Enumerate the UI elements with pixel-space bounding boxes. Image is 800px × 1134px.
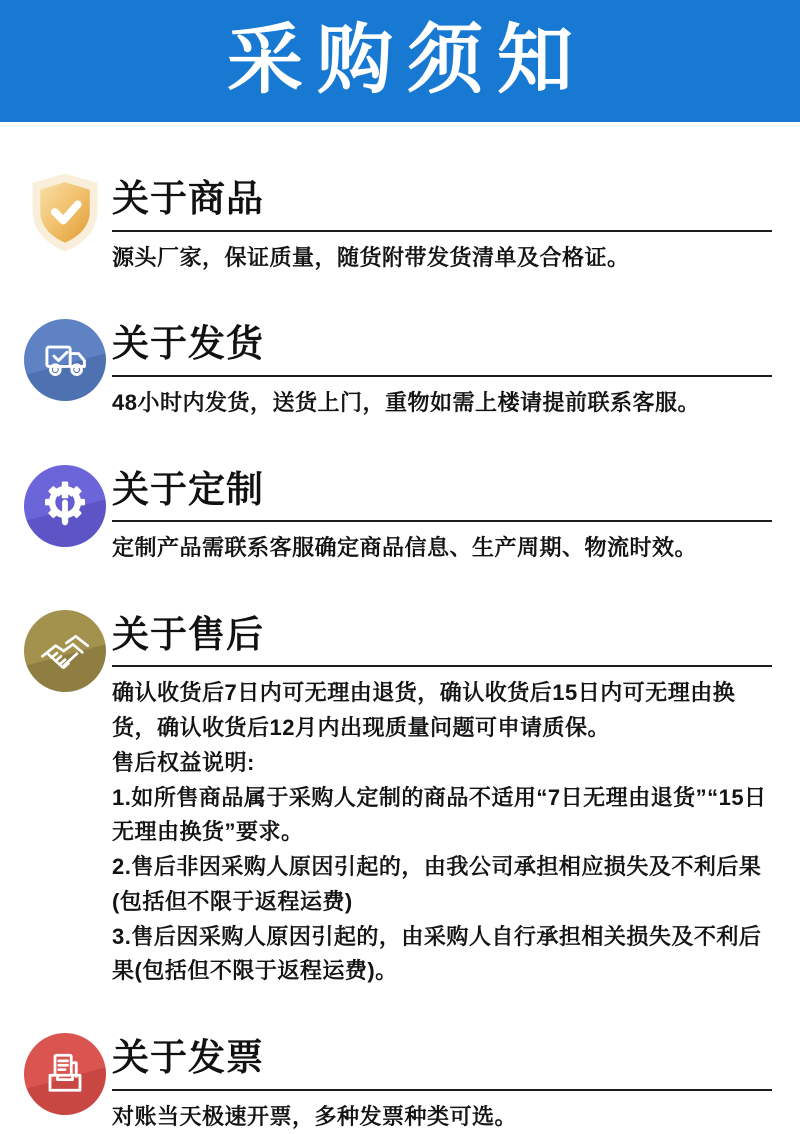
page-title: 采购须知 <box>227 18 587 103</box>
section-body-text: 售后权益说明: <box>112 749 255 775</box>
section-body-text: 1.如所售商品属于采购人定制的商品不适用“7日无理由退货”“15日无理由换货”要求。 <box>112 784 767 845</box>
section-body-text: 定制产品需联系客服确定商品信息、生产周期、物流时效。 <box>112 535 698 561</box>
section-body-text: 3.售后因采购人原因引起的，由采购人自行承担相关损失及不利后果(包括但不限于返程运费)。 <box>112 923 762 984</box>
section-title: 关于发货 <box>112 323 264 365</box>
section-product <box>24 172 772 275</box>
shield-check-icon <box>24 174 106 256</box>
section-title: 关于发票 <box>112 1037 264 1079</box>
section-title: 关于商品 <box>112 178 264 219</box>
section-body-text: 2.售后非因采购人原因引起的，由我公司承担相应损失及不利后果(包括但不限于返程运费) <box>112 854 762 914</box>
section-body-text: 对账当天极速开票，多种发票种类可选。 <box>112 1103 518 1129</box>
section-invoice <box>24 1031 772 1134</box>
title-divider <box>112 520 772 522</box>
invoice-icon <box>24 1033 106 1115</box>
title-divider <box>112 665 772 667</box>
title-divider <box>112 1089 772 1091</box>
handshake-icon <box>24 610 106 692</box>
section-body-text: 48小时内发货，送货上门，重物如需上楼请提前联系客服。 <box>112 389 700 415</box>
page-header-banner <box>0 0 800 122</box>
section-aftersales <box>24 608 772 989</box>
section-title: 关于定制 <box>112 468 264 510</box>
section-shipping <box>24 317 772 420</box>
title-divider <box>112 375 772 377</box>
section-customization <box>24 463 772 566</box>
gear-wrench-icon <box>24 465 106 547</box>
notice-list <box>0 122 800 1134</box>
section-title: 关于售后 <box>112 613 264 655</box>
title-divider <box>112 230 772 232</box>
truck-icon <box>24 319 106 401</box>
section-body-text: 确认收货后7日内可无理由退货，确认收货后15日内可无理由换货，确认收货后12月内出现质量问题可申请质保。 <box>112 680 736 741</box>
section-body-text: 源头厂家，保证质量，随货附带发货清单及合格证。 <box>112 244 630 270</box>
